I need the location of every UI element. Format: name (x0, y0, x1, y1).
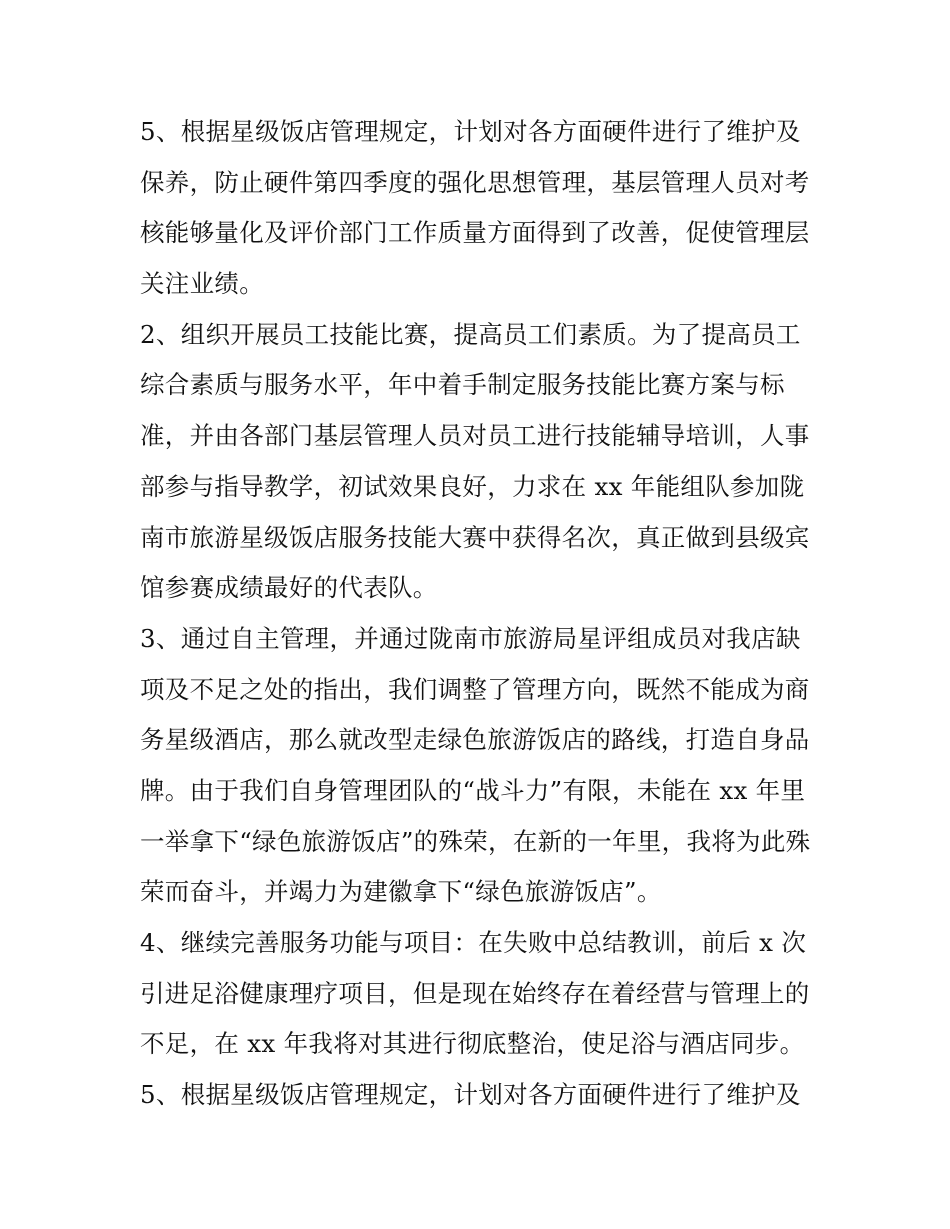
text-line-17: 4、继续完善服务功能与项目：在失败中总结教训，前后 x 次 (140, 928, 807, 957)
text-line-19: 不足，在 xx 年我将对其进行彻底整治，使足浴与酒店同步。 (140, 1029, 805, 1059)
text-line-2: 保养，防止硬件第四季度的强化思想管理，基层管理人员对考 (140, 167, 810, 197)
text-line-9: 南市旅游星级饭店服务技能大赛中获得名次，真正做到县级宾 (140, 522, 810, 552)
text-line-12: 项及不足之处的指出，我们调整了管理方向，既然不能成为商 (140, 674, 810, 704)
text-line-3: 核能够量化及评价部门工作质量方面得到了改善，促使管理层 (140, 218, 810, 248)
text-line-5: 2、组织开展员工技能比赛，提高员工们素质。为了提高员工 (140, 319, 801, 349)
text-line-4: 关注业绩。 (140, 269, 264, 299)
text-line-6: 综合素质与服务水平，年中着手制定服务技能比赛方案与标 (140, 370, 785, 400)
text-line-8: 部参与指导教学，初试效果良好，力求在 xx 年能组队参加陇 (140, 471, 805, 501)
text-line-14: 牌。由于我们自身管理团队的“战斗力”有限，未能在 xx 年里 (140, 775, 806, 805)
text-line-7: 准，并由各部门基层管理人员对员工进行技能辅导培训，人事 (140, 421, 810, 451)
text-line-16: 荣而奋斗，并竭力为建徽拿下“绿色旅游饭店”。 (140, 877, 662, 907)
text-line-10: 馆参赛成绩最好的代表队。 (140, 573, 438, 603)
text-line-20: 5、根据星级饭店管理规定，计划对各方面硬件进行了维护及 (140, 1080, 801, 1110)
text-line-1: 5、根据星级饭店管理规定，计划对各方面硬件进行了维护及 (140, 117, 801, 146)
text-line-13: 务星级酒店，那么就改型走绿色旅游饭店的路线，打造自身品 (140, 725, 810, 755)
text-line-18: 引进足浴健康理疗项目，但是现在始终存在着经营与管理上的 (140, 978, 810, 1008)
document-body (140, 107, 820, 1121)
text-line-15: 一举拿下“绿色旅游饭店”的殊荣，在新的一年里，我将为此殊 (140, 826, 811, 856)
text-line-11: 3、通过自主管理，并通过陇南市旅游局星评组成员对我店缺 (140, 623, 801, 653)
